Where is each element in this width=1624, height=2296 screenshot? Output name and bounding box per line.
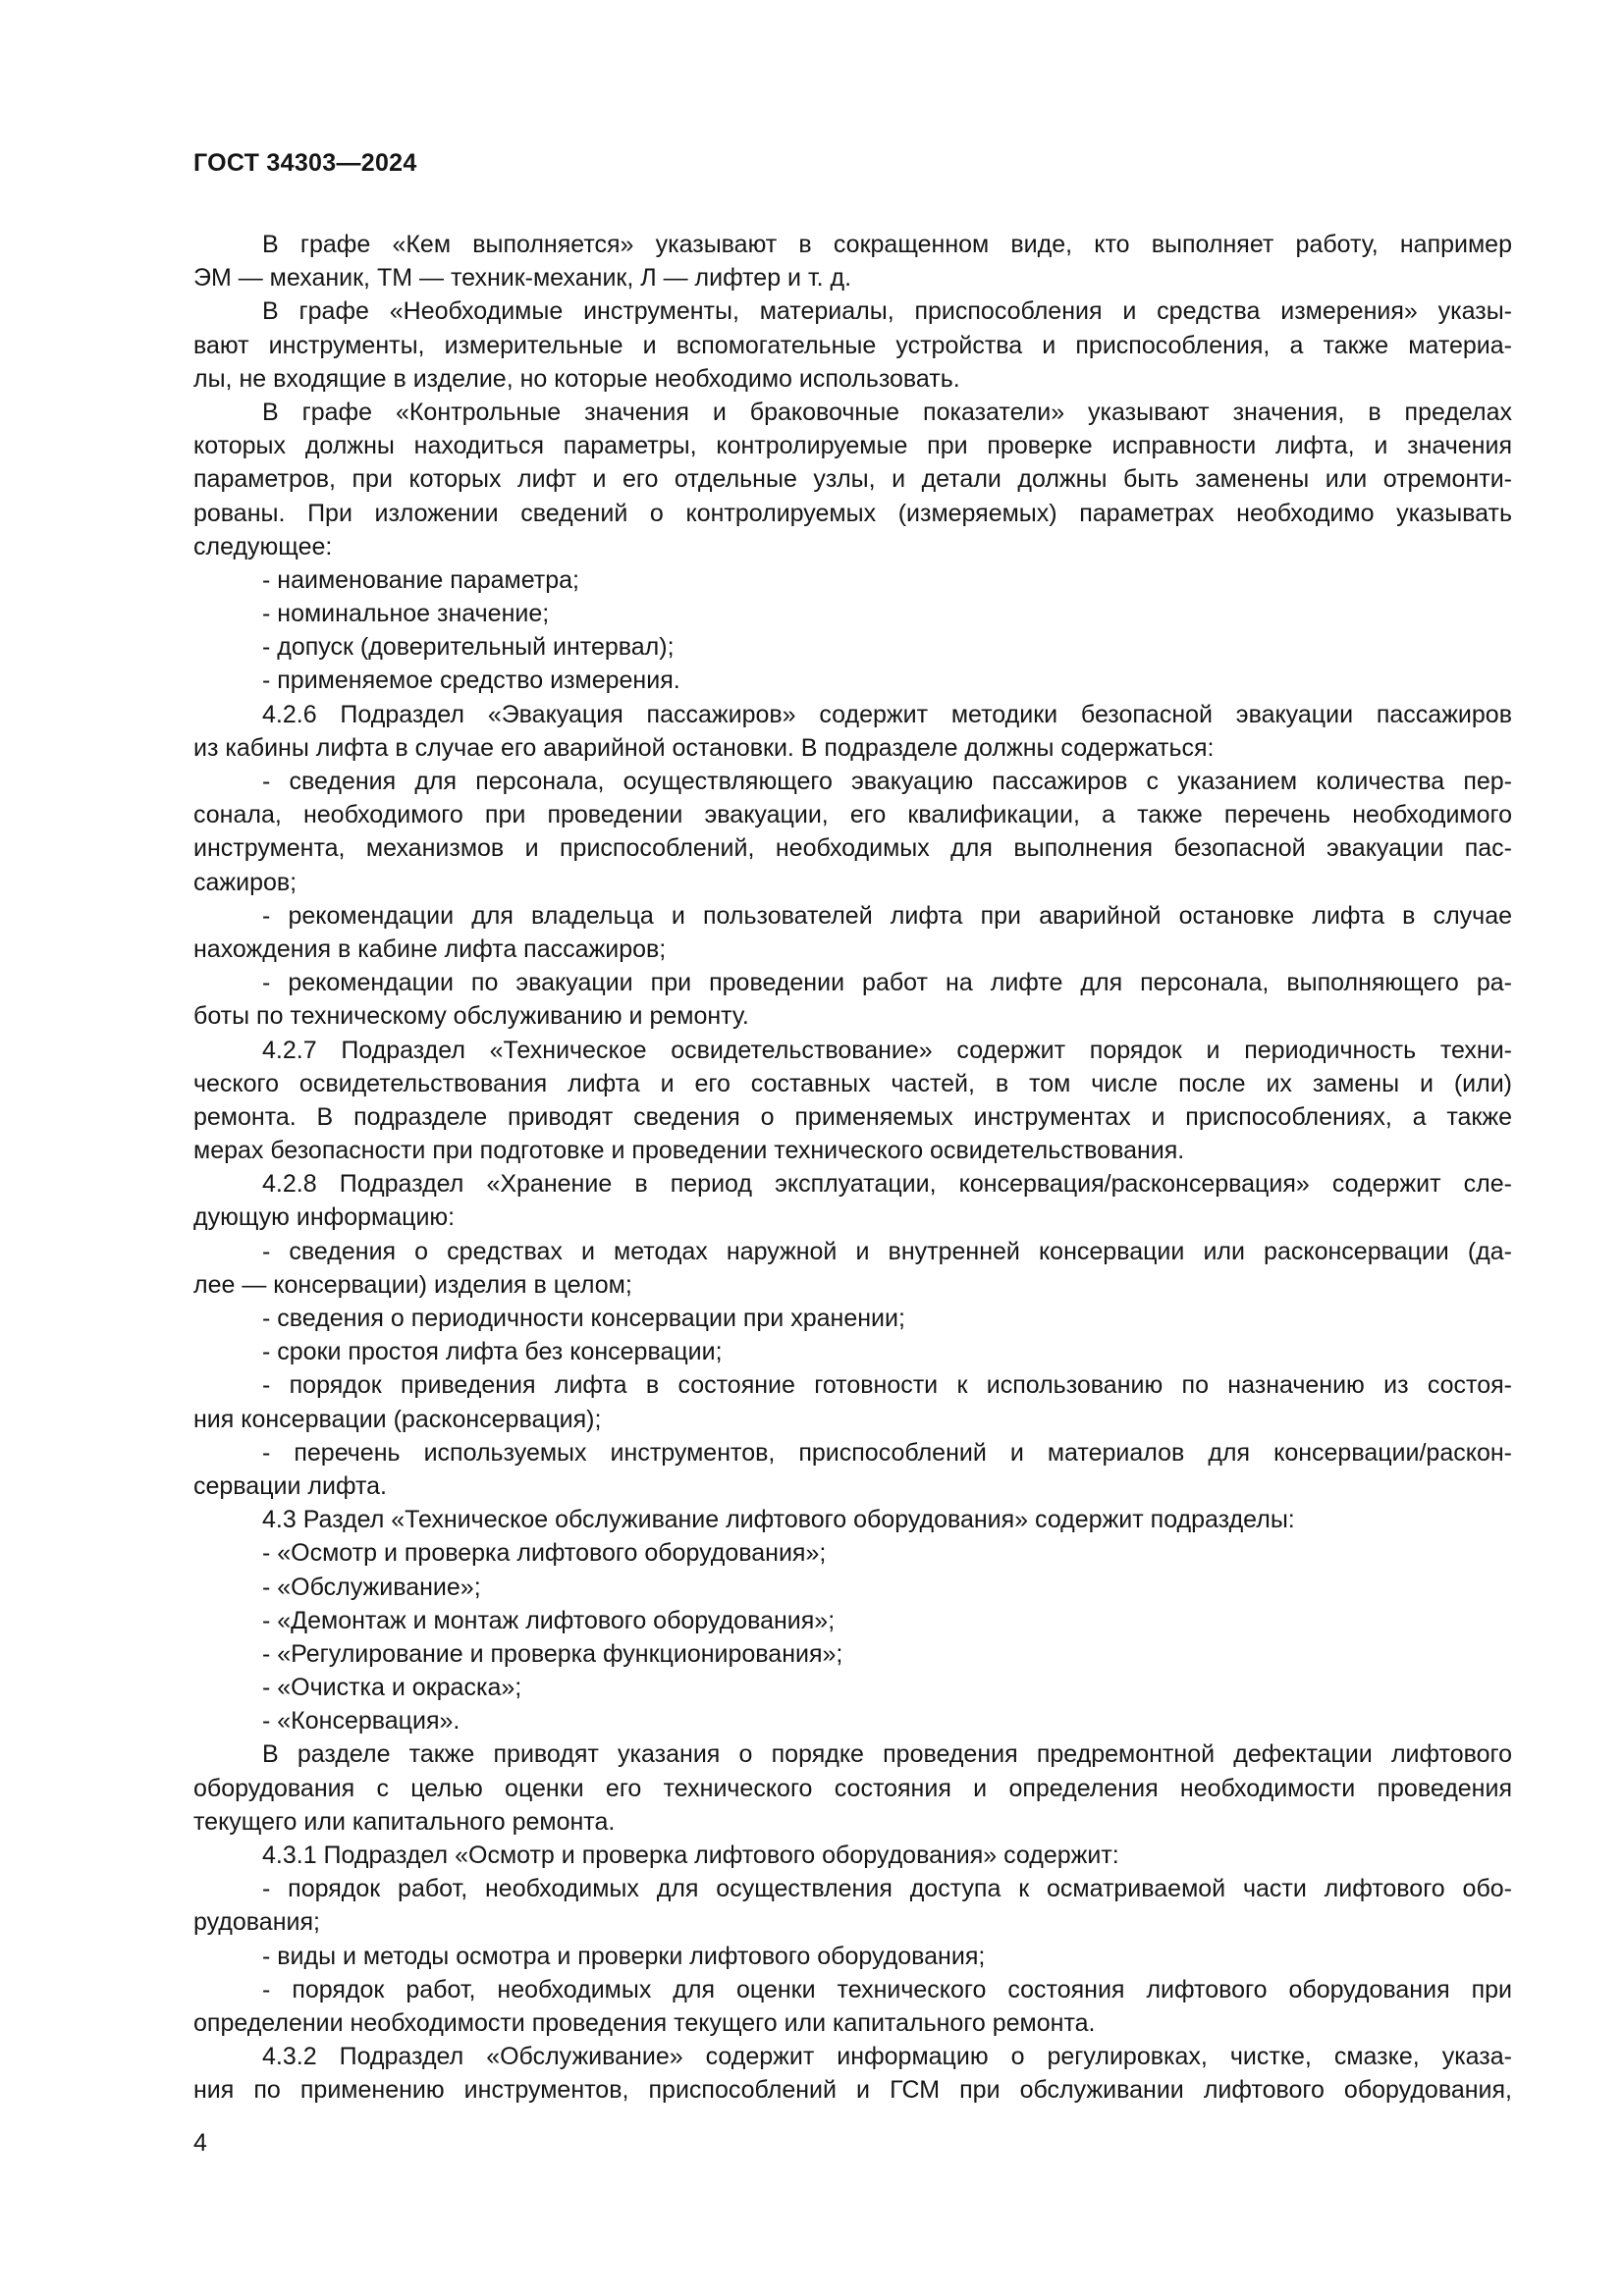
text-line: из кабины лифта в случае его аварийной остановки. В подразделе должны содержаться: xyxy=(193,733,1215,762)
text-line: лее — консервации) изделия в целом; xyxy=(193,1270,632,1299)
text-line: текущего или капитального ремонта. xyxy=(193,1807,616,1836)
text-line: сонала, необходимого при проведении эвакуации, его квалификации, а также перечень необходимого xyxy=(193,801,1512,829)
text-line: 4.2.7 Подраздел «Техническое освидетельствование» содержит порядок и периодичность техни- xyxy=(262,1036,1512,1064)
text-line: рудования; xyxy=(193,1908,320,1937)
text-line: вают инструменты, измерительные и вспомогательные устройства и приспособления, а также материа- xyxy=(193,331,1512,359)
text-line: В графе «Кем выполняется» указывают в сокращенном виде, кто выполняет работу, например xyxy=(262,231,1512,258)
text-line: параметров, при которых лифт и его отдельные узлы, и детали должны быть заменены или отремонти- xyxy=(193,465,1512,494)
text-line: - «Консервация». xyxy=(262,1707,460,1735)
text-line: инструмента, механизмов и приспособлений, необходимых для выполнения безопасной эвакуации пас- xyxy=(193,834,1512,863)
text-line: В графе «Контрольные значения и браковочные показатели» указывают значения, в пределах xyxy=(262,398,1512,426)
text-line: - виды и методы осмотра и проверки лифтового оборудования; xyxy=(262,1942,986,1970)
text-line: лы, не входящие в изделие, но которые необходимо использовать. xyxy=(193,364,960,393)
text-line: В разделе также приводят указания о порядке проведения предремонтной дефектации лифтового xyxy=(262,1740,1512,1769)
text-line: боты по техническому обслуживанию и ремонту. xyxy=(193,1002,749,1031)
text-line: - «Осмотр и проверка лифтового оборудования»; xyxy=(262,1539,827,1568)
text-line: - наименование параметра; xyxy=(262,565,579,594)
standard-code-header: ГОСТ 34303—2024 xyxy=(193,149,417,177)
text-line: нахождения в кабине лифта пассажиров; xyxy=(193,934,667,963)
text-line: 4.2.6 Подраздел «Эвакуация пассажиров» содержит методики безопасной эвакуации пассажиров xyxy=(262,700,1512,728)
text-line: ния консервации (расконсервация); xyxy=(193,1405,602,1433)
text-line: - порядок работ, необходимых для оценки технического состояния лифтового оборудования при xyxy=(262,1975,1512,2003)
page-number: 4 xyxy=(193,2129,207,2157)
text-line: ния по применению инструментов, приспособлений и ГСМ при обслуживании лифтового оборудования, xyxy=(193,2076,1512,2105)
text-line: - порядок работ, необходимых для осуществления доступа к осматриваемой части лифтового обо- xyxy=(262,1875,1512,1903)
text-line: - допуск (доверительный интервал); xyxy=(262,633,675,662)
text-line: - перечень используемых инструментов, приспособлений и материалов для консервации/раскон- xyxy=(262,1438,1512,1467)
text-line: - порядок приведения лифта в состояние готовности к использованию по назначению из состоя- xyxy=(262,1371,1512,1400)
text-line: сервации лифта. xyxy=(193,1471,387,1500)
text-line: - «Очистка и окраска»; xyxy=(262,1674,522,1702)
text-line: - «Обслуживание»; xyxy=(262,1573,481,1601)
text-line: 4.3 Раздел «Техническое обслуживание лифтового оборудования» содержит подразделы: xyxy=(262,1506,1295,1534)
text-line: 4.3.1 Подраздел «Осмотр и проверка лифтового оборудования» содержит: xyxy=(262,1842,1119,1869)
text-line: которых должны находиться параметры, контролируемые при проверке исправности лифта, и значения xyxy=(193,432,1512,460)
text-line: - «Регулирование и проверка функционирования»; xyxy=(262,1639,843,1668)
text-line: - рекомендации по эвакуации при проведении работ на лифте для персонала, выполняющего ра- xyxy=(262,969,1512,997)
text-line: 4.3.2 Подраздел «Обслуживание» содержит информацию о регулировках, чистке, смазке, указа- xyxy=(262,2043,1512,2071)
text-line: оборудования с целью оценки его технического состояния и определения необходимости проведения xyxy=(193,1774,1512,1802)
body-text xyxy=(193,228,1512,2108)
text-line: - сведения о периодичности консервации при хранении; xyxy=(262,1305,905,1332)
text-line: - рекомендации для владельца и пользователей лифта при аварийной остановке лифта в случае xyxy=(262,901,1512,930)
text-line: - сведения о средствах и методах наружной и внутренней консервации или расконсервации (да- xyxy=(262,1237,1512,1265)
text-line: - сведения для персонала, осуществляющего эвакуацию пассажиров с указанием количества пер- xyxy=(262,768,1512,795)
text-line: определении необходимости проведения текущего или капитального ремонта. xyxy=(193,2008,1096,2037)
text-line: дующую информацию: xyxy=(193,1203,456,1232)
text-line: - «Демонтаж и монтаж лифтового оборудования»; xyxy=(262,1606,836,1634)
text-line: сажиров; xyxy=(193,868,298,896)
text-line: следующее: xyxy=(193,532,333,561)
text-line: рованы. При изложении сведений о контролируемых (измеряемых) параметрах необходимо указывать xyxy=(193,499,1512,527)
text-line: мерах безопасности при подготовке и проведении технического освидетельствования. xyxy=(193,1137,1185,1165)
text-line: ческого освидетельствования лифта и его составных частей, в том числе после их замены и (или) xyxy=(193,1069,1512,1097)
text-line: - сроки простоя лифта без консервации; xyxy=(262,1338,723,1366)
text-line: 4.2.8 Подраздел «Хранение в период эксплуатации, консервация/расконсервация» содержит сле- xyxy=(262,1170,1512,1199)
text-line: - номинальное значение; xyxy=(262,600,550,628)
text-line: ЭМ — механик, ТМ — техник-механик, Л — лифтер и т. д. xyxy=(193,264,852,293)
text-line: В графе «Необходимые инструменты, материалы, приспособления и средства измерения» указы- xyxy=(262,297,1512,326)
text-line: ремонта. В подразделе приводят сведения о применяемых инструментах и приспособлениях, а также xyxy=(193,1102,1512,1131)
text-line: - применяемое средство измерения. xyxy=(262,667,680,695)
